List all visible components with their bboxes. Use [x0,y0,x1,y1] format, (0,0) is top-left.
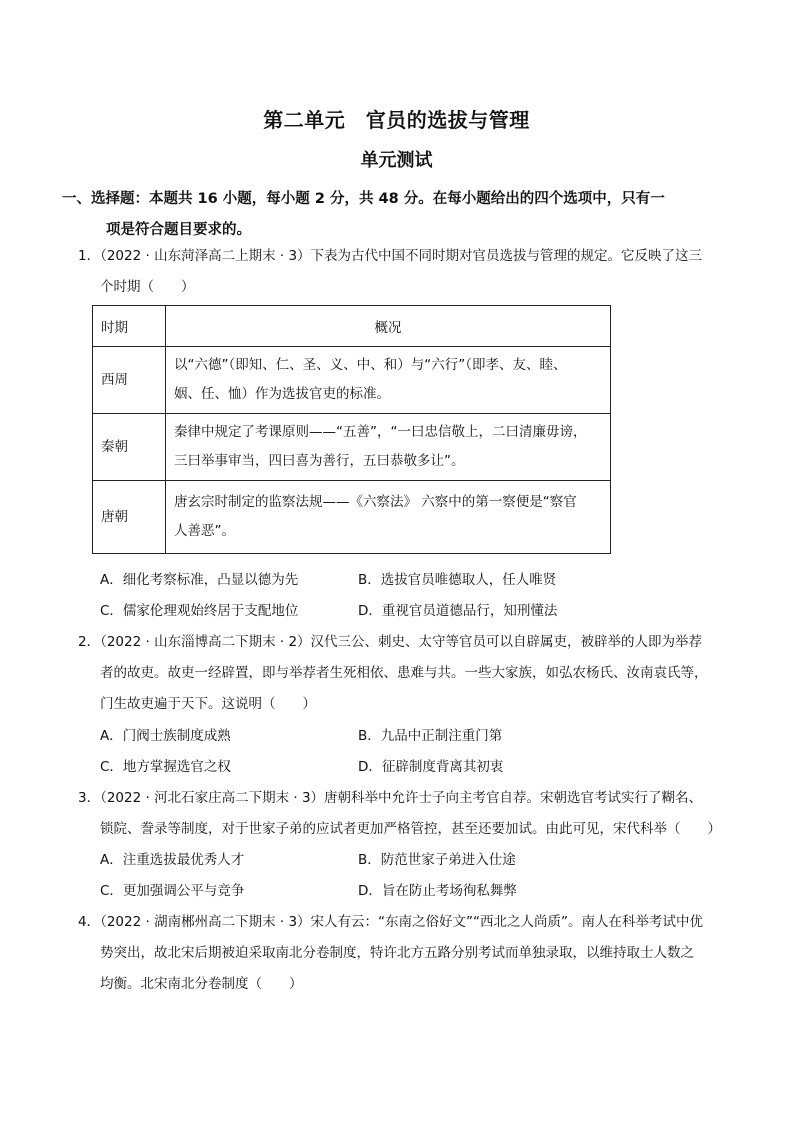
section-heading [62,184,742,246]
option-c[interactable]: C．地方掌握选官之权 [100,759,231,775]
option-row [100,876,700,907]
question-4-stem [78,907,748,1000]
table-cell-line: 姻、任、恤）作为选拔官吏的标准。 [174,386,390,402]
option-b[interactable]: B．防范世家子弟进入仕途 [358,852,516,868]
option-a[interactable]: A．门阀士族制度成熟 [100,728,231,744]
table-cell-overview [166,414,611,481]
question-4-stem-line1: 4．（2022 · 湖南郴州高二下期末 · 3）宋人有云：“东南之俗好文”“西北之人尚质”。南人在科举考试中优 [78,914,704,930]
question-4-stem-line2: 势突出，故北宋后期被迫采取南北分卷制度，特许北方五路分别考试而单独录取，以维持取士人数之 [100,945,694,961]
table-cell-line: 以“六德”（即知、仁、圣、义、中、和）与“六行”（即孝、友、睦、 [174,357,567,373]
option-row [100,565,700,596]
question-2-options [100,721,700,783]
question-4-stem-line3: 均衡。北宋南北分卷制度（ ） [100,976,303,992]
table-row [93,414,611,481]
question-3-stem-line2: 锁院、誊录等制度，对于世家子弟的应试者更加严格管控，甚至还要加试。由此可见，宋代科举（ ） [100,821,721,837]
question-2-stem [78,627,748,720]
question-2-stem-line3: 门生故吏遍于天下。这说明（ ） [100,696,316,712]
option-b[interactable]: B．九品中正制注重门第 [358,728,503,744]
table-cell-line: 秦律中规定了考课原则——“五善”，“一曰忠信敬上，二曰清廉毋谤， [174,424,587,440]
option-a[interactable]: A．注重选拔最优秀人才 [100,852,245,868]
question-1-stem-line2: 个时期（ ） [100,279,195,295]
table-cell-overview [166,481,611,554]
option-row [100,752,700,783]
table-cell-period: 秦朝 [93,414,166,481]
table-cell-line: 三曰举事审当，四曰喜为善行，五曰恭敬多让”。 [174,453,465,469]
option-c[interactable]: C．儒家伦理观始终居于支配地位 [100,603,299,619]
question-2-stem-line2: 者的故吏。故吏一经辟置，即与举荐者生死相依、患难与共。一些大家族，如弘农杨氏、汝南袁氏等， [100,665,708,681]
option-d[interactable]: D．征辟制度背离其初衷 [358,759,504,775]
question-1-options [100,565,700,627]
table-cell-period: 西周 [93,347,166,414]
table-header-period: 时期 [93,306,166,347]
question-2-stem-line1: 2．（2022 · 山东淄博高二下期末 · 2）汉代三公、刺史、太守等官员可以自辟属吏，被辟举的人即为举荐 [78,634,703,650]
section-heading-line2: 项是符合题目要求的。 [106,222,251,238]
page-subtitle: 单元测试 [360,150,433,171]
option-c[interactable]: C．更加强调公平与竞争 [100,883,245,899]
table-cell-period: 唐朝 [93,481,166,554]
table-row [93,481,611,554]
table-cell-line: 唐玄宗时制定的监察法规——《六察法》 六察中的第一察便是“察官 [174,494,577,510]
question-1-stem [78,241,748,303]
page-title: 第二单元 官员的选拔与管理 [263,108,530,132]
option-b[interactable]: B．选拔官员唯德取人，任人唯贤 [358,572,557,588]
option-d[interactable]: D．旨在防止考场徇私舞弊 [358,883,517,899]
question-1-table [92,305,611,554]
question-3-stem-line1: 3．（2022 · 河北石家庄高二下期末 · 3）唐朝科举中允许士子向主考官自荐。宋朝选官考试实行了糊名、 [78,790,703,806]
table-header-overview: 概况 [166,306,611,347]
question-1-stem-line1: 1．（2022 · 山东菏泽高二上期末 · 3）下表为古代中国不同时期对官员选拔与管理的规定。它反映了这三 [78,248,703,264]
option-row [100,596,700,627]
option-d[interactable]: D．重视官员道德品行，知刑懂法 [358,603,558,619]
table-cell-line: 人善恶”。 [174,523,235,539]
question-3-stem [78,783,748,845]
table-cell-overview [166,347,611,414]
option-row [100,845,700,876]
section-heading-line1: 一、选择题：本题共 16 小题，每小题 2 分，共 48 分。在每小题给出的四个选项中，只有一 [62,191,665,207]
question-3-options [100,845,700,907]
option-row [100,721,700,752]
table-row [93,347,611,414]
option-a[interactable]: A．细化考察标准，凸显以德为先 [100,572,299,588]
table-header-row [93,306,611,347]
